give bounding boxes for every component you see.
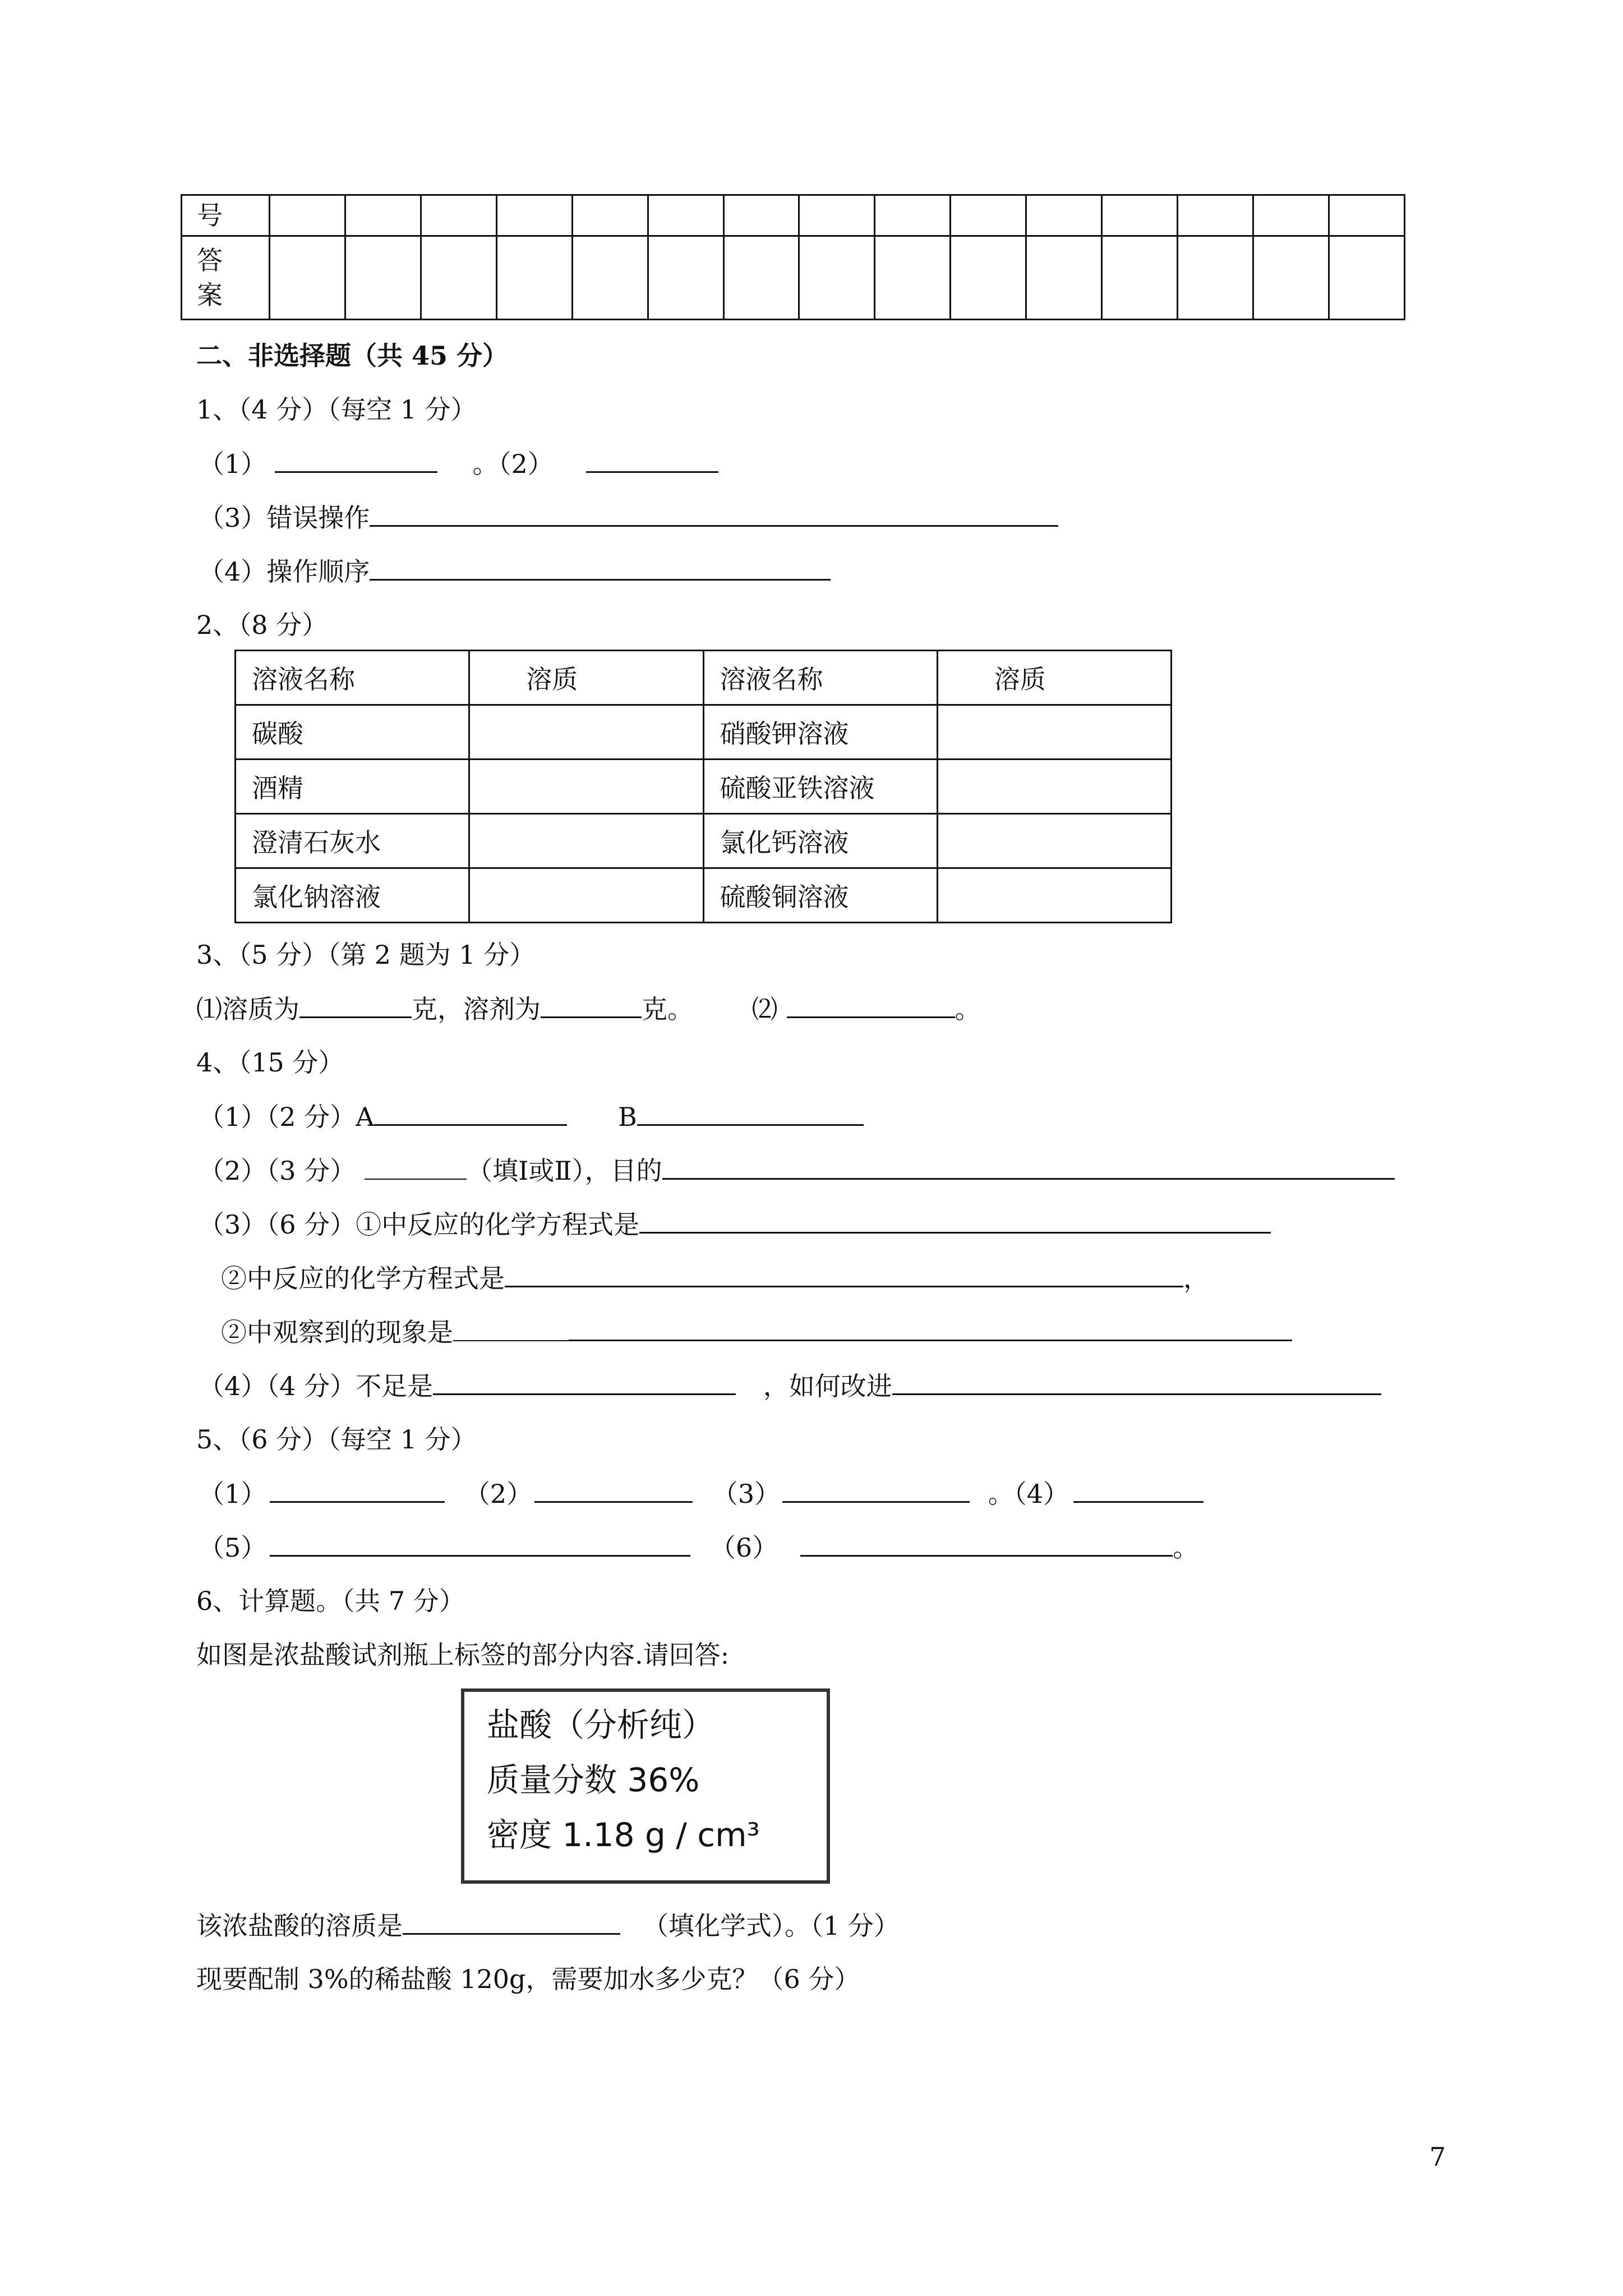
q1-blank-3[interactable]	[370, 500, 1058, 527]
q3-label-e: 。	[955, 994, 981, 1024]
solute-answer-cell[interactable]	[937, 814, 1171, 868]
answer-cell[interactable]	[1329, 195, 1404, 236]
answer-cell[interactable]	[270, 195, 345, 236]
answer-grid	[181, 194, 1405, 320]
q5-line-2	[199, 1530, 1198, 1565]
q6-heading: 6、计算题。（共 7 分）	[196, 1586, 465, 1616]
answer-cell[interactable]	[723, 236, 799, 320]
answer-cell[interactable]	[799, 236, 875, 320]
q6-label-a: 该浓盐酸的溶质是	[196, 1911, 403, 1941]
solution-name: 酒精	[236, 760, 469, 814]
q4-line-2	[199, 1153, 1395, 1188]
answer-cell[interactable]	[572, 236, 648, 320]
q4-blank-choice[interactable]	[365, 1154, 467, 1180]
q5-label-2: （2）	[464, 1479, 533, 1509]
q2-heading: 2、（8 分）	[196, 610, 328, 640]
answer-cell[interactable]	[1102, 236, 1178, 320]
answer-cell[interactable]	[1026, 236, 1102, 320]
answer-cell[interactable]	[421, 236, 496, 320]
q5-blank-6[interactable]	[800, 1530, 1173, 1557]
solute-table-row	[236, 868, 1172, 923]
q5-heading: 5、（6 分）（每空 1 分）	[196, 1424, 477, 1455]
answer-cell[interactable]	[1026, 195, 1102, 236]
q1-blank-2[interactable]	[586, 447, 718, 473]
q4-heading: 4、（15 分）	[196, 1047, 344, 1078]
answer-header-char: 答	[197, 245, 223, 275]
q3-label-d: ⑵	[751, 994, 778, 1024]
q5-label-6-tail: 。	[1173, 1533, 1199, 1563]
q4-label-2a: （2）（3 分）	[199, 1156, 356, 1186]
answer-grid-number-header: 号	[182, 195, 270, 236]
q1-line-1	[199, 447, 718, 481]
q1-heading: 1、（4 分）（每空 1 分）	[196, 394, 477, 425]
solution-name: 硝酸钾溶液	[703, 705, 937, 760]
reagent-label	[461, 1688, 830, 1884]
answer-cell[interactable]	[1178, 236, 1253, 320]
answer-cell[interactable]	[951, 195, 1026, 236]
q4-blank-purpose[interactable]	[662, 1153, 1395, 1180]
q3-line	[196, 992, 981, 1026]
q3-label-a: ⑴溶质为	[196, 994, 299, 1024]
answer-cell[interactable]	[1253, 195, 1329, 236]
solute-table-header: 溶液名称	[236, 651, 469, 705]
q4-blank-improve[interactable]	[892, 1369, 1381, 1395]
q1-label-1: （1）	[199, 449, 267, 479]
q4-label-4b: ，如何改进	[763, 1371, 892, 1401]
q5-blank-4[interactable]	[1073, 1476, 1204, 1503]
q1-label-2: 。（2）	[472, 449, 554, 479]
q4-blank-equation-2[interactable]	[505, 1261, 1183, 1287]
q5-blank-3[interactable]	[782, 1476, 970, 1503]
q4-blank-phenomenon-a[interactable]	[453, 1315, 569, 1341]
answer-cell[interactable]	[723, 195, 799, 236]
answer-cell[interactable]	[648, 236, 723, 320]
q1-label-4: （4）操作顺序	[199, 556, 370, 587]
answer-cell[interactable]	[648, 195, 723, 236]
q4-blank-a[interactable]	[374, 1099, 567, 1126]
q5-label-5: （5）	[199, 1533, 267, 1563]
q5-blank-5[interactable]	[270, 1530, 690, 1557]
answer-cell[interactable]	[572, 195, 648, 236]
answer-cell[interactable]	[951, 236, 1026, 320]
q4-label-3c: ②中观察到的现象是	[221, 1317, 453, 1347]
answer-cell[interactable]	[875, 236, 951, 320]
reagent-label-name: 盐酸（分析纯）	[487, 1706, 715, 1744]
solute-answer-cell[interactable]	[469, 868, 703, 923]
reagent-label-density: 密度 1.18 g / cm³	[487, 1816, 760, 1854]
solute-table-header-row	[236, 651, 1172, 705]
answer-cell[interactable]	[1102, 195, 1178, 236]
solution-name: 氯化钙溶液	[703, 814, 937, 868]
solute-table	[234, 650, 1172, 923]
answer-cell[interactable]	[421, 195, 496, 236]
solute-answer-cell[interactable]	[937, 705, 1171, 760]
solution-name: 碳酸	[236, 705, 469, 760]
reagent-label-mass-fraction: 质量分数 36%	[487, 1761, 700, 1799]
q4-line-3b	[221, 1261, 1209, 1295]
answer-cell[interactable]	[1329, 236, 1404, 320]
q4-line-1	[199, 1099, 864, 1134]
answer-cell[interactable]	[799, 195, 875, 236]
q3-label-b: 克，溶剂为	[412, 994, 541, 1024]
q3-blank-solute[interactable]	[299, 992, 412, 1018]
q4-line-3c	[221, 1315, 1292, 1349]
answer-cell[interactable]	[270, 236, 345, 320]
solute-table-row	[236, 760, 1172, 814]
q1-blank-4[interactable]	[370, 554, 831, 581]
solute-answer-cell[interactable]	[469, 760, 703, 814]
q4-label-4a: （4）（4 分）不足是	[199, 1371, 434, 1401]
answer-cell[interactable]	[345, 195, 421, 236]
solute-answer-cell[interactable]	[469, 705, 703, 760]
answer-cell[interactable]	[1253, 236, 1329, 320]
q5-label-1: （1）	[199, 1479, 267, 1509]
q4-label-3: （3）（6 分）①中反应的化学方程式是	[199, 1209, 640, 1240]
q4-label-1a: （1）（2 分）A	[199, 1102, 375, 1132]
q4-line-4	[199, 1369, 1381, 1403]
q1-label-3: （3）错误操作	[199, 503, 370, 533]
q3-blank-2[interactable]	[787, 992, 955, 1018]
q4-blank-b[interactable]	[637, 1099, 864, 1126]
answer-cell[interactable]	[1178, 195, 1253, 236]
q5-label-3: （3）	[712, 1479, 781, 1509]
q5-line-1	[199, 1476, 1204, 1511]
answer-grid-number-row	[182, 195, 1405, 236]
q4-label-3b: ②中反应的化学方程式是	[221, 1263, 505, 1294]
answer-cell[interactable]	[345, 236, 421, 320]
q6-label-a-tail: （填化学式）。（1 分）	[643, 1911, 900, 1941]
answer-header-char: 案	[197, 280, 223, 310]
q4-label-2b: （填Ⅰ或Ⅱ），目的	[467, 1156, 662, 1186]
q5-blank-1[interactable]	[270, 1476, 445, 1503]
q5-blank-2[interactable]	[534, 1476, 693, 1503]
solute-table-header: 溶质	[469, 651, 703, 705]
q5-label-6: （6）	[709, 1533, 778, 1563]
section-title: 二、非选择题（共 45 分）	[196, 341, 509, 371]
solute-table-row	[236, 705, 1172, 760]
solute-answer-cell[interactable]	[469, 814, 703, 868]
q4-blank-equation-1[interactable]	[639, 1207, 1271, 1234]
solution-name: 硫酸铜溶液	[703, 868, 937, 923]
q4-line-3	[199, 1207, 1271, 1241]
q3-label-c: 克。	[642, 994, 693, 1024]
q6-line-a	[196, 1908, 900, 1943]
q6-question-b: 现要配制 3%的稀盐酸 120g，需要加水多少克？（6 分）	[196, 1964, 860, 1994]
q6-intro: 如图是浓盐酸试剂瓶上标签的部分内容.请回答:	[196, 1640, 730, 1670]
answer-grid-answer-row	[182, 236, 1405, 320]
q4-blank-phenomenon-b[interactable]	[569, 1315, 1292, 1341]
solute-table-row	[236, 814, 1172, 868]
q4-label-1b: B	[618, 1102, 637, 1132]
q4-blank-shortcoming[interactable]	[433, 1369, 736, 1395]
solute-table-header: 溶质	[937, 651, 1171, 705]
solution-name: 澄清石灰水	[236, 814, 469, 868]
q1-line-4	[199, 554, 831, 588]
q6-blank-solute-formula[interactable]	[403, 1908, 620, 1935]
answer-cell[interactable]	[496, 195, 572, 236]
solute-answer-cell[interactable]	[937, 760, 1171, 814]
answer-cell[interactable]	[496, 236, 572, 320]
answer-cell[interactable]	[875, 195, 951, 236]
solute-answer-cell[interactable]	[937, 868, 1171, 923]
q5-label-4: 。（4）	[988, 1479, 1069, 1509]
answer-grid-answer-header	[182, 236, 270, 320]
solution-name: 氯化钠溶液	[236, 868, 469, 923]
solute-table-header: 溶液名称	[703, 651, 937, 705]
q1-blank-1[interactable]	[275, 447, 437, 473]
q1-line-3	[199, 500, 1058, 535]
page-number: 7	[1429, 2142, 1446, 2172]
q4-label-3b-tail: ，	[1183, 1263, 1209, 1294]
q3-blank-solvent[interactable]	[541, 992, 642, 1018]
solution-name: 硫酸亚铁溶液	[703, 760, 937, 814]
q3-heading: 3、（5 分）（第 2 题为 1 分）	[196, 940, 536, 970]
